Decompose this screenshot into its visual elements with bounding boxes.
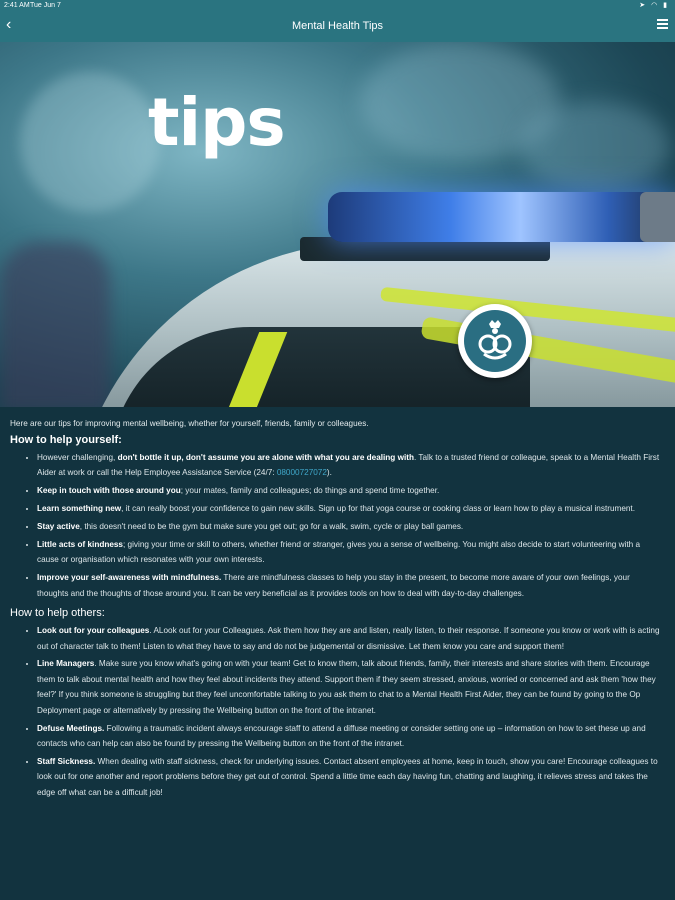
tips-content xyxy=(0,407,675,900)
list-item: • However challenging, don't bottle it up, don't assume you are alone with what you are dealing with. Talk to a trusted friend or colleague, speak to a Mental Health First Aider at work or call the Help Employee Assistance Service (24/7: 08000727072). xyxy=(37,450,665,481)
status-date: Tue Jun 7 xyxy=(30,2,61,9)
phone-link[interactable]: 08000727072 xyxy=(276,468,327,478)
list-item: • Improve your self-awareness with mindfulness. There are mindfulness classes to help you stay in the present, to become more aware of your own feelings, your thoughts and the thoughts of those around you. It can be very beneficial as it provides tools on how to deal with day-to-day challenges. xyxy=(37,570,665,601)
battery-icon: ▮ xyxy=(663,2,669,9)
police-wellbeing-badge-icon xyxy=(458,304,532,378)
location-icon: ➤ xyxy=(639,2,648,9)
list-item: • Learn something new, it can really boost your confidence to gain new skills. Sign up for that yoga course or cooking class or learn how to play a musical instrument. xyxy=(37,501,665,516)
hero-heading: tips xyxy=(148,84,285,161)
help-others-list xyxy=(10,623,665,800)
list-item: • Line Managers. Make sure you know what's going on with your team! Get to know them, talk about friends, family, their interests and share stories with them. Encourage them to talk about mental health and how they feel about incidents they attend. Support them if they seem stressed, anxious, worried or concerned and ask them 'how they feel?' If you think someone is struggling but they feel uncomfortable talking to you ask them to chat to a Mental Health First Aider, they can be found by going to the Op Deployment page or alternatively by pressing the Wellbeing button on the front of the intranet. xyxy=(37,656,665,718)
status-bar xyxy=(0,0,675,12)
list-item: • Keep in touch with those around you; your mates, family and colleagues; do things and spend time together. xyxy=(37,483,665,498)
nav-bar xyxy=(0,12,675,42)
status-icons xyxy=(639,1,669,9)
list-item: • Little acts of kindness; giving your time or skill to others, whether friend or stranger, gives you a sense of wellbeing. You might also decide to start volunteering with a cause or organisation which resonates with your own interests. xyxy=(37,537,665,568)
status-time: 2:41 AM xyxy=(4,2,30,9)
wifi-icon: ◠ xyxy=(651,2,660,9)
list-item: • Stay active, this doesn't need to be the gym but make sure you get out; go for a walk, swim, cycle or play ball games. xyxy=(37,519,665,534)
list-item: • Staff Sickness. When dealing with staff sickness, check for underlying issues. Contact absent employees at home, keep in touch, show you care! Encourage colleagues to look out for one another and report problems before they get out of control. Spend a little time each day having fun, chatting and laughing, it relieves stress and takes the edge off what can be a difficult job! xyxy=(37,754,665,800)
chevron-left-icon[interactable]: ‹ xyxy=(6,16,12,33)
help-yourself-heading: How to help yourself: xyxy=(10,434,122,446)
siren-light xyxy=(328,192,675,242)
list-item: • Look out for your colleagues. ALook out for your Colleagues. Ask them how they are and listen, really listen, to their response. If someone you know or work with is acting out of character talk to them! Listen to what they have to say and do not be judgemental or dismissive. Let them know you care and support them! xyxy=(37,623,665,654)
help-others-heading: How to help others: xyxy=(10,607,105,620)
help-yourself-list xyxy=(10,450,665,601)
intro-text: Here are our tips for improving mental wellbeing, whether for yourself, friends, family or colleagues. xyxy=(10,419,369,428)
hamburger-menu-icon[interactable] xyxy=(657,19,668,30)
page-title: Mental Health Tips xyxy=(291,20,384,32)
list-item: • Defuse Meetings. Following a traumatic incident always encourage staff to attend a diffuse meeting or consider setting one up – information on how to set these up and contacts who can help can also be found by pressing the Wellbeing button on the front of the intranet. xyxy=(37,721,665,752)
hero-image xyxy=(0,42,675,407)
